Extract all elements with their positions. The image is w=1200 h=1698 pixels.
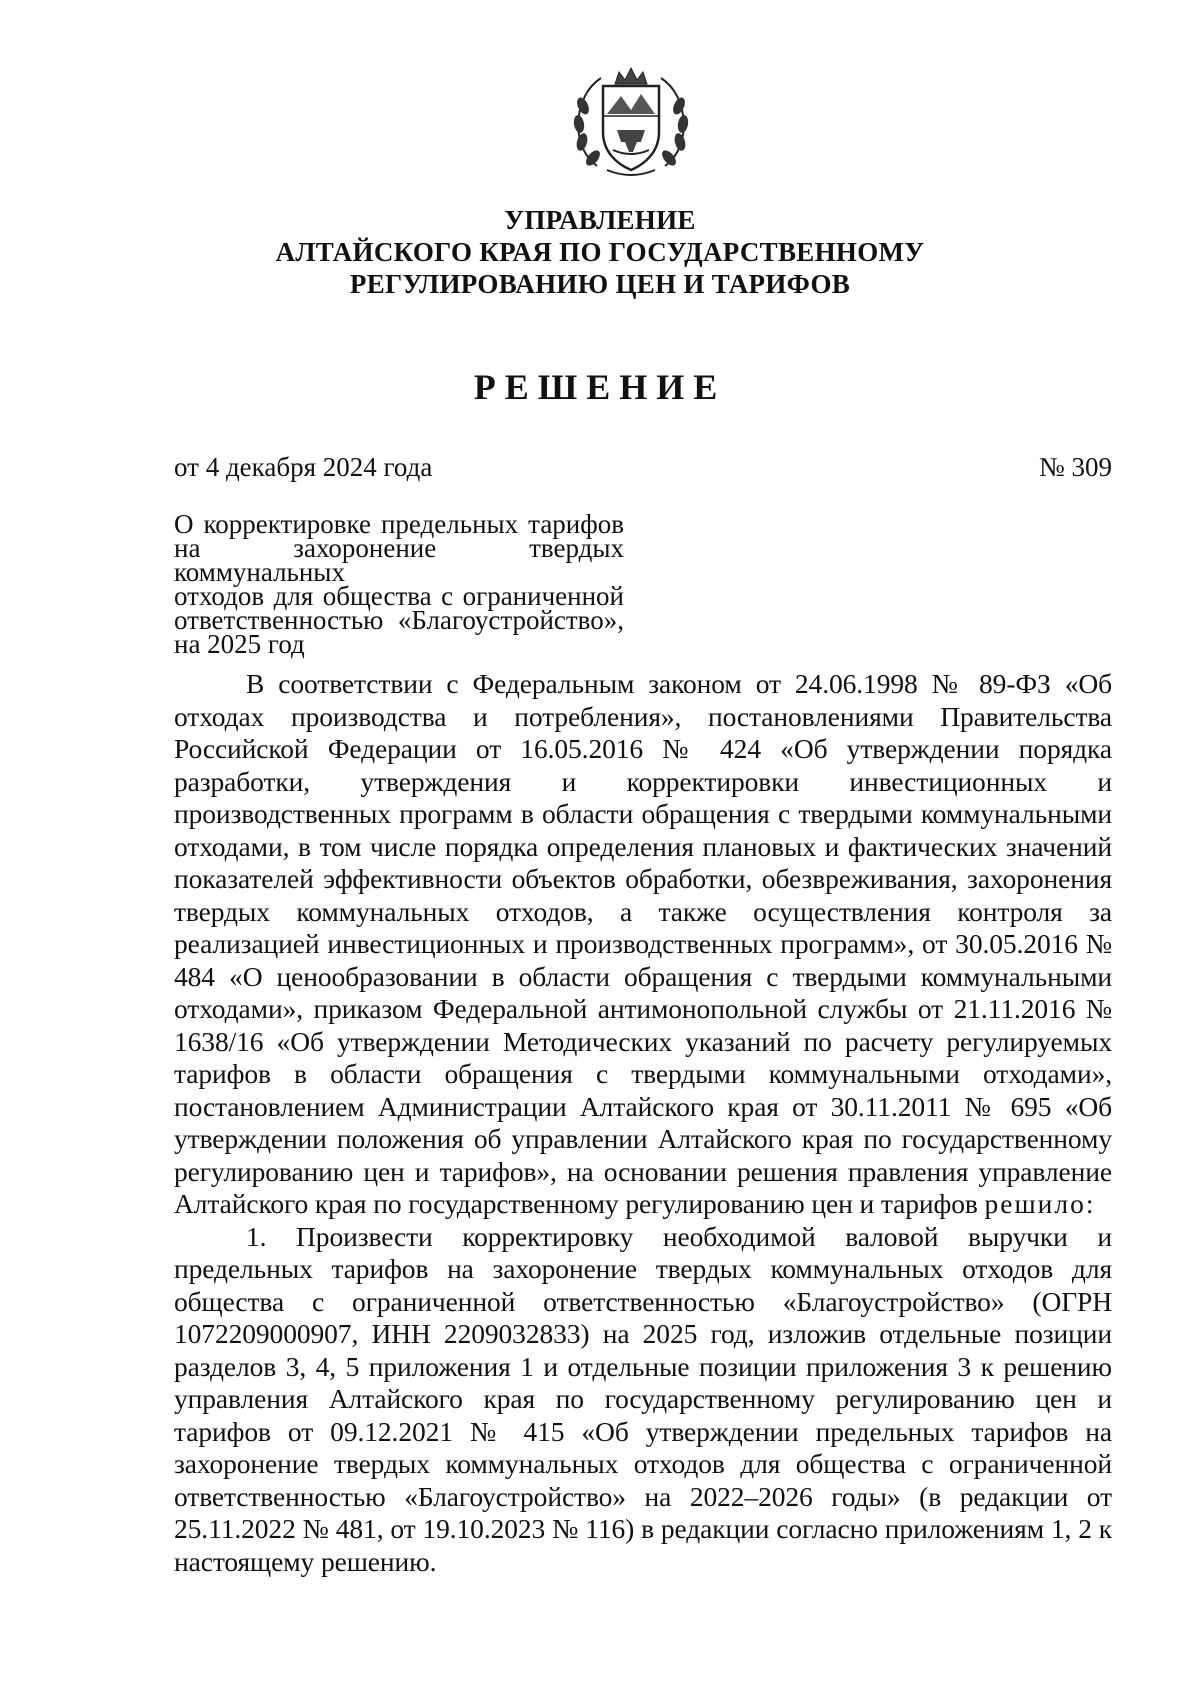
agency-line-1: УПРАВЛЕНИЕ — [504, 205, 696, 235]
document-title: РЕШЕНИЕ — [473, 367, 727, 407]
subject-line: О корректировке предельных тарифов — [174, 509, 624, 539]
item-1-paragraph: 1. Произвести корректировку необходимой валовой выручки и предельных тарифов на захоронение твердых коммунальных отходов для общества с ограниченной ответственностью «Благоустройство» (ОГРН 1072209000907, ИНН 2209032833) на 2025 год, изложив отдельные позиции разделов 3, 4, 5 приложения 1 и отдельные позиции приложения 3 к решению управления Алтайского края по государственному регулированию цен и тарифов от 09.12.2021 № 415 «Об утверждении предельных тарифов на захоронение твердых коммунальных отходов для общества с ограниченной ответственностью «Благоустройство» на 2022–2026 годы» (в редакции от 25.11.2022 № 481, от 19.10.2023 № 116) в редакции согласно приложениям 1, 2 к настоящему решению. — [174, 1220, 1112, 1577]
coat-of-arms-emblem — [567, 66, 695, 178]
subject-line: отходов для общества с ограниченной — [174, 581, 624, 611]
preamble-paragraph — [174, 668, 1112, 1221]
document-body — [174, 668, 1112, 1578]
document-number: № 309 — [1038, 452, 1112, 482]
document-subject — [174, 509, 624, 659]
preamble-text: В соответствии с Федеральным законом от 24.06.1998 № 89-ФЗ «Об отходах производства и потребления», постановлениями Правительства Российской Федерации от 16.05.2016 № 424 «Об утверждении порядка разработки, утверждения и корректировки инвестиционных и производственных программ в области обращения с твердыми коммунальными отходами, в том числе порядка определения плановых и фактических значений показателей эффективности объектов обработки, обезвреживания, захоронения твердых коммунальных отходов, а также осуществления контроля за реализацией инвестиционных и производственных программ», от 30.05.2016 № 484 «О ценообразовании в области обращения с твердыми коммунальными отходами», приказом Федеральной антимонопольной службы от 21.11.2016 № 1638/16 «Об утверждении Методических указаний по расчету регулируемых тарифов в области обращения с твердыми коммунальными отходами», постановлением Администрации Алтайского края от 30.11.2011 № 695 «Об утверждении положения об управлении Алтайского края по государственному регулированию цен и тарифов», на основании решения правления управление Алтайского края по государственному регулированию цен и тарифов — [174, 668, 1112, 1219]
subject-line: на 2025 год — [174, 629, 305, 659]
agency-line-2: АЛТАЙСКОГО КРАЯ ПО ГОСУДАРСТВЕННОМУ — [275, 237, 925, 267]
agency-name — [0, 204, 1200, 300]
agency-line-3: РЕГУЛИРОВАНИЮ ЦЕН И ТАРИФОВ — [349, 269, 851, 299]
subject-line: ответственностью «Благоустройство», — [174, 605, 624, 635]
document-date: от 4 декабря 2024 года — [174, 452, 433, 482]
subject-line: на захоронение твердых коммунальных — [174, 533, 624, 587]
decision-word: решило: — [984, 1188, 1096, 1219]
